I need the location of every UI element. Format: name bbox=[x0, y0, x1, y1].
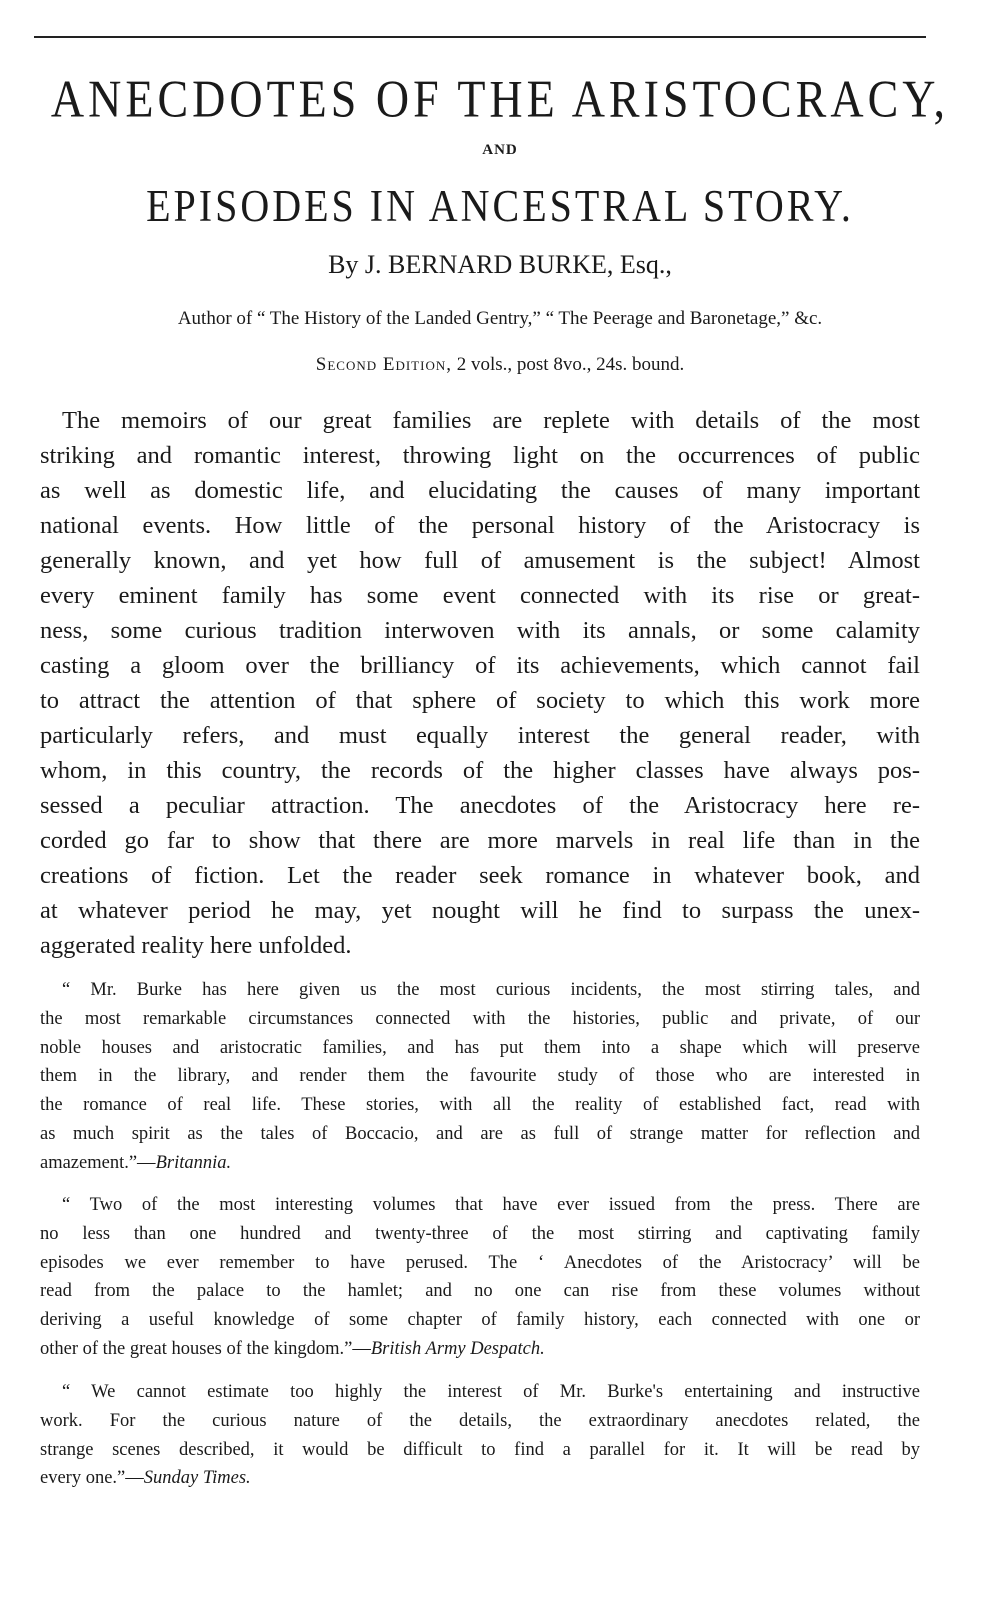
review-quote-sunday-times bbox=[40, 1378, 920, 1493]
paragraph-line: as well as domestic life, and elucidating the causes of many important bbox=[40, 477, 920, 504]
quote-line: “ We cannot estimate too highly the interest of Mr. Burke's entertaining and instructive bbox=[62, 1382, 920, 1402]
quote-source: Sunday Times. bbox=[143, 1468, 251, 1489]
quote-source: British Army Despatch. bbox=[370, 1338, 545, 1359]
quote-line: the romance of real life. These stories, with all the reality of established fact, read with bbox=[40, 1095, 920, 1116]
edition-label: Second Edition, bbox=[315, 354, 452, 375]
main-paragraph bbox=[40, 403, 920, 963]
quote-line: episodes we ever remember to have perused. The ‘ Anecdotes of the Aristocracy’ will be bbox=[40, 1252, 920, 1273]
quote-line: “ Two of the most interesting volumes that have ever issued from the press. There are bbox=[62, 1195, 920, 1215]
review-quote-britannia bbox=[40, 976, 920, 1178]
review-quote-british-army-despatch bbox=[40, 1191, 920, 1364]
quote-line: as much spirit as the tales of Boccacio, and are as full of strange matter for reflection and bbox=[40, 1123, 920, 1144]
quote-line: work. For the curious nature of the details, the extraordinary anecdotes related, the bbox=[40, 1410, 920, 1431]
quote-line: deriving a useful knowledge of some chapter of family history, each connected with one or bbox=[40, 1310, 920, 1331]
paragraph-line: creations of fiction. Let the reader seek romance in whatever book, and bbox=[40, 862, 920, 889]
edition-details: 2 vols., post 8vo., 24s. bound. bbox=[451, 354, 685, 375]
quote-attribution-line bbox=[40, 1464, 920, 1493]
quote-closing-text: amazement.”— bbox=[40, 1152, 156, 1173]
quote-closing-text: other of the great houses of the kingdom.”— bbox=[40, 1338, 371, 1359]
quote-source: Britannia. bbox=[155, 1152, 232, 1173]
quote-line: the most remarkable circumstances connected with the histories, public and private, of our bbox=[40, 1008, 920, 1029]
quote-line: “ Mr. Burke has here given us the most curious incidents, the most stirring tales, and bbox=[62, 980, 920, 1000]
quote-line: them in the library, and render them the favourite study of those who are interested in bbox=[40, 1066, 920, 1087]
paragraph-line: aggerated reality here unfolded. bbox=[40, 932, 352, 959]
title-conjunction: AND bbox=[482, 142, 518, 158]
quote-closing-text: every one.”— bbox=[40, 1468, 144, 1489]
author-credits: Author of “ The History of the Landed Gentry,” “ The Peerage and Baronetage,” &c. bbox=[177, 308, 823, 329]
paragraph-line: corded go far to show that there are more marvels in real life than in the bbox=[40, 827, 920, 854]
paragraph-line: striking and romantic interest, throwing light on the occurrences of public bbox=[40, 442, 920, 469]
paragraph-line: whom, in this country, the records of the higher classes have always pos- bbox=[40, 757, 920, 784]
quote-attribution-line bbox=[40, 1149, 920, 1178]
quote-line: strange scenes described, it would be difficult to find a parallel for it. It will be read by bbox=[40, 1439, 920, 1460]
paragraph-line: generally known, and yet how full of amusement is the subject! Almost bbox=[40, 547, 920, 574]
quote-attribution-line bbox=[40, 1335, 920, 1364]
paragraph-line: ness, some curious tradition interwoven with its annals, or some calamity bbox=[40, 617, 920, 644]
book-title: ANECDOTES OF THE ARISTOCRACY, bbox=[50, 69, 950, 128]
byline: By J. BERNARD BURKE, Esq., bbox=[328, 250, 672, 279]
quote-line: no less than one hundred and twenty-three of the most stirring and captivating family bbox=[40, 1223, 920, 1244]
paragraph-line: The memoirs of our great families are replete with details of the most bbox=[62, 407, 920, 434]
top-rule bbox=[34, 36, 926, 38]
paragraph-line: particularly refers, and must equally interest the general reader, with bbox=[40, 722, 920, 749]
paragraph-line: sessed a peculiar attraction. The anecdotes of the Aristocracy here re- bbox=[40, 792, 920, 819]
paragraph-line: casting a gloom over the brilliancy of its achievements, which cannot fail bbox=[40, 652, 920, 679]
paragraph-line: at whatever period he may, yet nought will he find to surpass the unex- bbox=[40, 897, 920, 924]
paragraph-line: national events. How little of the personal history of the Aristocracy is bbox=[40, 512, 920, 539]
paragraph-line: to attract the attention of that sphere of society to which this work more bbox=[40, 687, 920, 714]
book-subtitle: EPISODES IN ANCESTRAL STORY. bbox=[146, 179, 854, 232]
quote-line: noble houses and aristocratic families, and has put them into a shape which will preserve bbox=[40, 1037, 920, 1058]
paragraph-line: every eminent family has some event connected with its rise or great- bbox=[40, 582, 920, 609]
edition-info bbox=[0, 354, 1000, 376]
quote-line: read from the palace to the hamlet; and no one can rise from these volumes without bbox=[40, 1281, 920, 1302]
